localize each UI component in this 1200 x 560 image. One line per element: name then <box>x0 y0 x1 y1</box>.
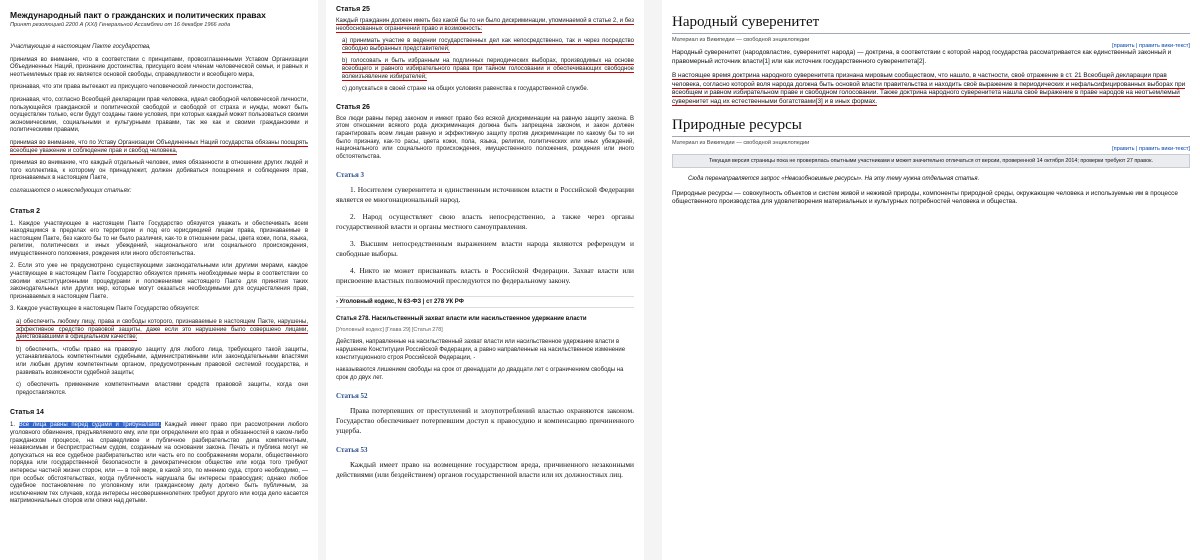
title-rule <box>672 136 1190 137</box>
constitution-article-52-text: Права потерпевших от преступлений и злоупотреблений властью охраняются законом. Государство обеспечивает потерпевшим доступ к правосудию и компенсацию причиненного ущерба. <box>336 406 634 436</box>
preamble-highlighted <box>10 140 308 155</box>
wiki-source-line: Материал из Википедии — свободной энциклопедии <box>672 37 810 43</box>
article-14-lead: 1. <box>10 422 19 429</box>
wiki-highlight-text: В настоящее время доктрина народного суверенитета признана мировым сообществом, что нашло, в частности, своё отражение в ст. 21 Всеобщей декларации прав человека, согласно которой воля народа должна быть основой власти правительства и находить своё выражение в периодических и нефальсифицированных выборах при всеобщем и равном избирательном праве и свободном голосовании. Также доктрина народного суверенитета нашла своё выражение в праве народов на неотъемлемый суверенитет над их естественными богатствами[3] и в иных формах. <box>672 72 1186 105</box>
wiki-source-line: Материал из Википедии — свободной энциклопедии <box>672 139 810 146</box>
redirect-hatnote: Сюда перенаправляется запрос «Невозобновимые ресурсы». На эту тему нужна отдельная статья. <box>688 175 980 182</box>
article-26-heading: Статья 26 <box>336 103 370 111</box>
article-25-b <box>336 58 634 81</box>
article-25-intro <box>336 18 634 33</box>
article-2-para: 2. Если это уже не предусмотрено существующими законодательными или другими мерами, каждое участвующее в настоящем Пакте Государство обязуется принять необходимые меры в соответствии со своими конституционными процедурами и положениями настоящего Пакте для принятия таких законодательных или других мер, которые могут оказаться необходимыми для осуществления прав, признаваемых в настоящем Пакте. <box>10 263 308 300</box>
article-2-c: c) обеспечить применение компетентными властями средств правовой защиты, когда они предоставляются. <box>16 382 308 396</box>
wiki-edit-links[interactable]: [править | править вики-текст] <box>1112 43 1190 49</box>
preamble-paragraph: принимая во внимание, что в соответствии с принципами, провозглашенными Уставом Организации Объединенных Наций, признание достоинства, присущего всем членам человеческой семьи, и равных и неотъемлемых прав их является основой свободы, справедливости и всеобщего мира, <box>10 56 308 78</box>
wikipedia-panel <box>662 0 1200 560</box>
panel-divider <box>318 0 326 560</box>
article-25-b-text: b) голосовать и быть избранным на подлинных периодических выборах, производимых на основе всеобщего и равного избирательного права при тайном голосовании и обеспечивающих свободное волеизъявление избирателей; <box>342 58 634 80</box>
pact-subtitle: Принят резолюцией 2200 A (XXI) Генеральной Ассамблеи от 16 декабря 1966 года <box>10 22 231 28</box>
constitution-article-3-p2: 2. Народ осуществляет свою власть непосредственно, а также через органы государственной власти и органы местного самоуправления. <box>336 212 634 232</box>
constitution-article-53-text: Каждый имеет право на возмещение государством вреда, причиненного незаконными действиями (или бездействием) органов государственной власти или их должностных лиц. <box>336 460 634 480</box>
article-2-para: 1. Каждое участвующее в настоящем Пакте Государство обязуется уважать и обеспечивать всем находящимся в пределах его территории и под его юрисдикцией лицам права, признаваемые в настоящем Пакте, без какого бы то ни было различия, как-то в отношении расы, цвета кожи, пола, языка, религии, политических и иных убеждений, национального или социального происхождения, имущественного положения, рождения или иного обстоятельства. <box>10 220 308 257</box>
article-14-para <box>10 422 308 506</box>
article-2-heading: Статья 2 <box>10 207 41 215</box>
article-25-a-text: a) принимать участие в ведении государственных дел как непосредственно, так и через посредство свободно выбранных представителей; <box>342 38 634 52</box>
preamble-paragraph: принимая во внимание, что каждый отдельный человек, имея обязанности в отношении других людей и того коллектива, к которому он принадлежит, должен добиваться поощрения и соблюдения прав, признаваемых в настоящем Пакте, <box>10 160 308 182</box>
wiki-edit-links[interactable]: [править | править вики-текст] <box>1112 145 1190 152</box>
article-25-intro-text: Каждый гражданин должен иметь без какой бы то ни было дискриминации, упоминаемой в статье 2, и без необоснованных ограничений право и возможность: <box>336 18 634 32</box>
wiki-definition: Природные ресурсы — совокупность объектов и систем живой и неживой природы, компоненты природной среды, окружающие человека и используемые им в процессе общественного производства для удовлетворения материальных и культурных потребностей человека и общества. <box>672 189 1178 206</box>
criminal-code-box <box>336 296 634 382</box>
preamble-paragraph: признавая, что эти права вытекают из присущего человеческой личности достоинства, <box>10 84 254 91</box>
pact-title: Международный пакт о гражданских и политических правах <box>10 10 266 20</box>
wiki-meta-row <box>672 37 1190 49</box>
preamble-end: соглашаются о нижеследующих статьях: <box>10 187 132 194</box>
article-2-b: b) обеспечить, чтобы право на правовую защиту для любого лица, требующего такой защиты, устанавливалось компетентными судебными, административными или законодательными властями или любым другим компетентным органом, предусмотренным правовой системой государства, и развивать возможности судебной защиты; <box>16 346 308 376</box>
constitution-panel <box>326 0 644 560</box>
article-26-text: Все люди равны перед законом и имеют право без всякой дискриминации на равную защиту закона. В этом отношении всякого рода дискриминация должна быть запрещена законом, и закон должен гарантировать всем лицам равную и эффективную защиту против дискриминации по какому бы то ни было признаку, как-то расы, цвета кожи, пола, языка, религии, политических или иных убеждений, национального или социального происхождения, имущественного положения, рождения или иного обстоятельства. <box>336 115 634 160</box>
article-25-a <box>336 38 634 53</box>
article-25-heading: Статья 25 <box>336 6 370 13</box>
wiki-meta-row <box>672 140 1190 152</box>
wiki-highlighted-para <box>672 72 1190 106</box>
criminal-code-breadcrumb[interactable]: [Уголовный кодекс] [Глава 29] [Статья 278] <box>336 327 443 334</box>
article-14-selected-text[interactable]: Все лица равны перед судами и трибуналами. <box>18 422 162 429</box>
article-2-a-text: a) обеспечить любому лицу, права и свободы которого, признаваемые в настоящем Пакте, нарушены, эффективное средство правовой защиты, даже если это нарушение было совершено лицами, действовавшими в официальном качестве; <box>16 319 308 341</box>
constitution-article-3-p3: 3. Высшим непосредственным выражением власти народа являются референдум и свободные выборы. <box>336 239 634 259</box>
title-rule <box>672 33 1190 34</box>
wiki-article-title: Природные ресурсы <box>672 116 802 133</box>
constitution-article-3-p4: 4. Никто не может присваивать власть в Российской Федерации. Захват власти или присвоение властных полномочий преследуются по федеральному закону. <box>336 266 634 286</box>
constitution-article-3-p1: 1. Носителем суверенитета и единственным источником власти в Российской Федерации является ее многонациональный народ. <box>336 185 634 205</box>
constitution-article-53-heading: Статья 53 <box>336 446 368 455</box>
panel-divider <box>644 0 662 560</box>
article-25-c: c) допускаться в своей стране на общих условиях равенства к государственной службе. <box>342 86 589 93</box>
article-14-heading: Статья 14 <box>10 409 44 417</box>
pact-document-panel <box>0 0 318 560</box>
review-notice: Текущая версия страницы пока не проверялась опытными участниками и может значительно отличаться от версии, проверенной 14 октября 2014; проверки требуют 27 правок. <box>672 154 1190 168</box>
criminal-code-title: Статья 278. Насильственный захват власти или насильственное удержание власти <box>336 316 587 323</box>
preamble-intro: Участвующие в настоящем Пакте государства, <box>10 44 151 50</box>
wiki-definition: Народный суверенитет (народовластие, суверенитет народа) — доктрина, в соответствии с которой народ государства рассматривается как единственный законный и правомерный источник власти[1] или как источник государственного суверенитета[2]. <box>672 49 1172 65</box>
criminal-code-header[interactable]: › Уголовный кодекс, N 63-ФЗ | ст 278 УК РФ <box>336 296 634 308</box>
constitution-article-52-heading: Статья 52 <box>336 392 368 401</box>
article-2-para: 3. Каждое участвующее в настоящем Пакте Государство обязуется: <box>10 306 200 313</box>
criminal-code-penalty: наказываются лишением свободы на срок от двенадцати до двадцати лет с ограничением свободы на срок до двух лет. <box>336 367 624 381</box>
constitution-article-3-heading: Статья 3 <box>336 171 364 180</box>
preamble-highlight-text: принимая во внимание, что по Уставу Организации Объединенных Наций государства обязаны поощрять всеобщее уважение и соблюдение прав и свобод человека, <box>10 139 308 154</box>
article-14-rest: Каждый имеет право при рассмотрении любого уголовного обвинения, предъявляемого ему, или при определении его прав и обязанностей в каком-либо гражданском процессе, на справедливое и публичное разбирательство дела компетентным, независимым и беспристрастным судом, созданным на основании закона. Печать и публика могут не допускаться на все судебное разбирательство или часть его по соображениям морали, общественного порядка или государственной безопасности в демократическом обществе или когда того требуют интересы частной жизни сторон, или — в той мере, в какой это, по мнению суда, строго необходимо, — при особых обстоятельствах, когда публичность нарушала бы интересы правосудия; однако любое судебное постановление по уголовному или гражданскому делу должно быть публичным, за исключением тех случаев, когда интересы несовершеннолетних требуют другого или когда дело касается матримониальных споров или опеки над детьми. <box>10 422 309 505</box>
article-2-a-highlighted <box>10 319 308 342</box>
wiki-article-title: Народный суверенитет <box>672 14 820 30</box>
preamble-paragraph: признавая, что, согласно Всеобщей декларации прав человека, идеал свободной человеческой личности, пользующейся гражданской и политической свободой и свободой от страха и нужды, может быть осуществлен только, если будут созданы такие условия, при которых каждый может пользоваться своими экономическими, социальными и культурными правами, так же как и своими гражданскими и политическими правами, <box>10 96 308 134</box>
criminal-code-text: Действия, направленные на насильственный захват власти или насильственное удержание власти в нарушение Конституции Российской Федерации, а равно направленные на насильственное изменение конституционного строя Российской Федерации, - <box>336 339 626 361</box>
